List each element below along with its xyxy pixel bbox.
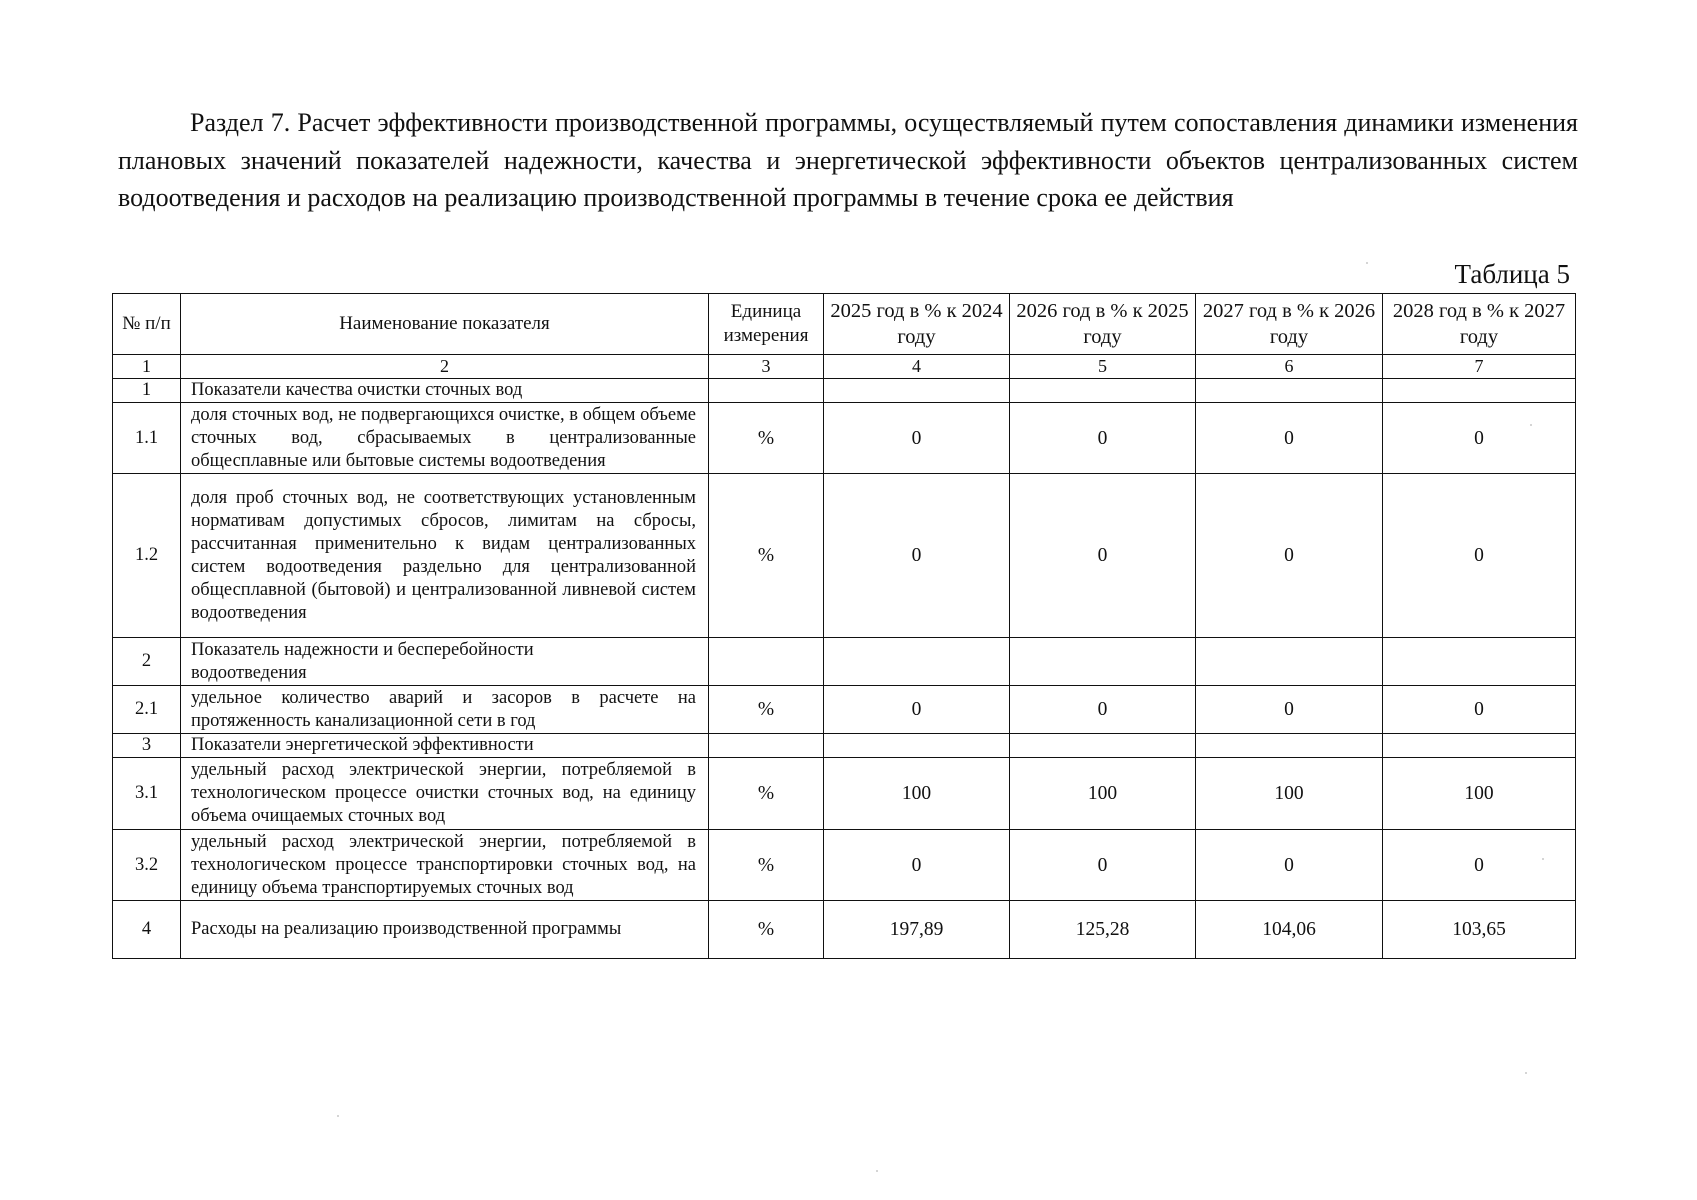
table-row [113, 901, 1576, 959]
row-value-2028: 100 [1383, 758, 1576, 830]
row-value-2026: 125,28 [1010, 901, 1196, 959]
row-value-2025 [824, 638, 1010, 686]
row-no: 2.1 [113, 686, 181, 734]
row-value-2026 [1010, 638, 1196, 686]
row-value-2027 [1196, 638, 1383, 686]
row-no: 4 [113, 901, 181, 959]
row-unit: % [709, 403, 824, 474]
row-value-2027 [1196, 734, 1383, 758]
column-number: 6 [1196, 355, 1383, 379]
header-2027: 2027 год в % к 2026 году [1196, 294, 1383, 355]
scan-speck [1530, 424, 1532, 426]
scan-speck [1525, 1072, 1527, 1074]
row-no: 3 [113, 734, 181, 758]
row-no: 1.2 [113, 474, 181, 638]
table-row [113, 686, 1576, 734]
row-no: 3.2 [113, 830, 181, 901]
table-row [113, 379, 1576, 403]
row-value-2028: 0 [1383, 474, 1576, 638]
row-unit: % [709, 474, 824, 638]
row-value-2027: 100 [1196, 758, 1383, 830]
row-value-2027: 0 [1196, 403, 1383, 474]
scan-speck [1542, 858, 1544, 860]
row-value-2026: 0 [1010, 686, 1196, 734]
row-value-2027: 104,06 [1196, 901, 1383, 959]
column-number: 2 [181, 355, 709, 379]
scan-speck [1366, 262, 1368, 264]
row-value-2025: 0 [824, 403, 1010, 474]
row-value-2028: 103,65 [1383, 901, 1576, 959]
row-value-2027: 0 [1196, 474, 1383, 638]
row-name: Показатель надежности и бесперебойности водоотведения [181, 638, 709, 686]
column-number: 7 [1383, 355, 1576, 379]
section-heading: Раздел 7. Расчет эффективности производственной программы, осуществляемый путем сопоставления динамики изменения плановых значений показателей надежности, качества и энергетической эффективности объектов централизованных систем водоотведения и расходов на реализацию производственной программы в течение срока ее действия [118, 108, 1578, 212]
row-value-2028: 0 [1383, 403, 1576, 474]
scan-speck [337, 1115, 339, 1117]
table-header-row [113, 294, 1576, 355]
row-value-2026: 0 [1010, 474, 1196, 638]
row-value-2027: 0 [1196, 686, 1383, 734]
table-row [113, 734, 1576, 758]
header-name: Наименование показателя [181, 294, 709, 355]
header-unit: Единица измерения [709, 294, 824, 355]
table-row [113, 638, 1576, 686]
row-name: доля проб сточных вод, не соответствующих установленным нормативам допустимых сбросов, лимитам на сбросы, рассчитанная применительно к видам централизованных систем водоотведения раздельно для централизованной общесплавной (бытовой) и централизованной ливневой систем водоотведения [181, 474, 709, 638]
row-value-2025 [824, 379, 1010, 403]
table-caption: Таблица 5 [1454, 259, 1570, 289]
row-value-2025: 0 [824, 474, 1010, 638]
table-row [113, 474, 1576, 638]
row-no: 1.1 [113, 403, 181, 474]
row-value-2028 [1383, 379, 1576, 403]
indicators-table [112, 293, 1576, 959]
row-name: Показатели энергетической эффективности [181, 734, 709, 758]
table-row [113, 830, 1576, 901]
row-value-2028: 0 [1383, 686, 1576, 734]
row-unit: % [709, 758, 824, 830]
row-name: удельный расход электрической энергии, потребляемой в технологическом процессе транспортировки сточных вод, на единицу объема транспортируемых сточных вод [181, 830, 709, 901]
row-value-2025: 197,89 [824, 901, 1010, 959]
row-unit [709, 734, 824, 758]
row-value-2026 [1010, 734, 1196, 758]
row-unit: % [709, 901, 824, 959]
row-unit [709, 379, 824, 403]
row-value-2026: 100 [1010, 758, 1196, 830]
row-value-2025: 0 [824, 686, 1010, 734]
row-no: 1 [113, 379, 181, 403]
row-value-2026: 0 [1010, 403, 1196, 474]
row-unit: % [709, 830, 824, 901]
scan-speck [876, 1170, 878, 1172]
row-value-2028: 0 [1383, 830, 1576, 901]
column-number-row [113, 355, 1576, 379]
header-2026: 2026 год в % к 2025 году [1010, 294, 1196, 355]
row-value-2027: 0 [1196, 830, 1383, 901]
row-value-2025: 0 [824, 830, 1010, 901]
header-2028: 2028 год в % к 2027 году [1383, 294, 1576, 355]
row-value-2027 [1196, 379, 1383, 403]
row-unit: % [709, 686, 824, 734]
table-row [113, 758, 1576, 830]
row-value-2028 [1383, 734, 1576, 758]
row-name: доля сточных вод, не подвергающихся очистке, в общем объеме сточных вод, сбрасываемых в централизованные общесплавные или бытовые системы водоотведения [181, 403, 709, 474]
row-no: 3.1 [113, 758, 181, 830]
row-value-2025: 100 [824, 758, 1010, 830]
row-value-2025 [824, 734, 1010, 758]
column-number: 1 [113, 355, 181, 379]
row-name: удельное количество аварий и засоров в расчете на протяженность канализационной сети в год [181, 686, 709, 734]
row-name: Расходы на реализацию производственной программы [181, 901, 709, 959]
column-number: 3 [709, 355, 824, 379]
header-no: № п/п [113, 294, 181, 355]
table-row [113, 403, 1576, 474]
row-value-2028 [1383, 638, 1576, 686]
row-name: удельный расход электрической энергии, потребляемой в технологическом процессе очистки сточных вод, на единицу объема очищаемых сточных вод [181, 758, 709, 830]
row-unit [709, 638, 824, 686]
header-2025: 2025 год в % к 2024 году [824, 294, 1010, 355]
row-name: Показатели качества очистки сточных вод [181, 379, 709, 403]
row-value-2026: 0 [1010, 830, 1196, 901]
column-number: 5 [1010, 355, 1196, 379]
row-no: 2 [113, 638, 181, 686]
column-number: 4 [824, 355, 1010, 379]
row-value-2026 [1010, 379, 1196, 403]
